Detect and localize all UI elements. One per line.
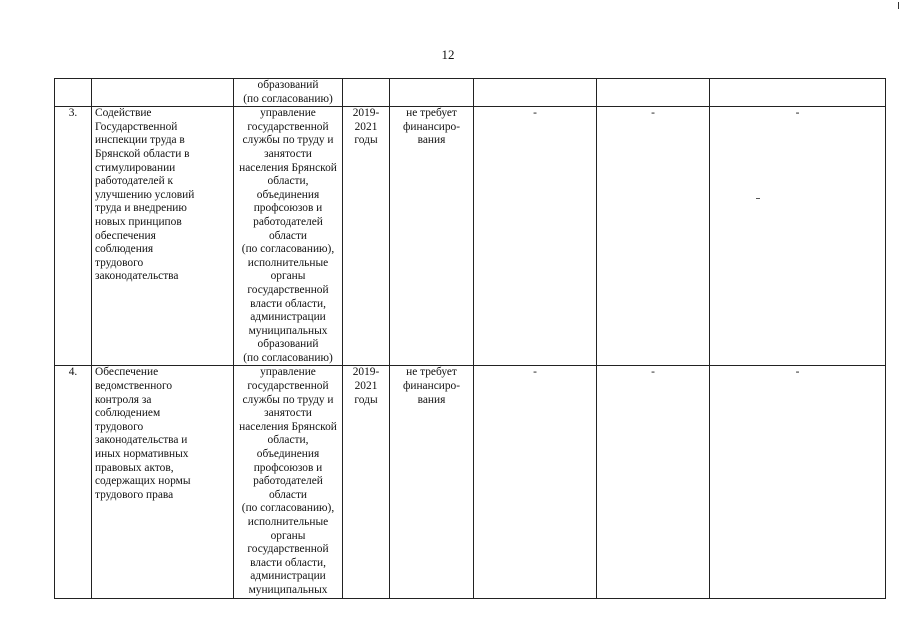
cell-financing <box>390 79 474 107</box>
text-line: улучшению условий <box>95 188 195 201</box>
text-line: новых принципов <box>95 215 182 228</box>
text-line: иных нормативных <box>95 448 189 461</box>
text-line: работодателей <box>253 475 323 488</box>
text-line: профсоюзов и <box>253 202 323 215</box>
text-line: работодателей к <box>95 175 174 188</box>
text-line: соблюдения <box>95 243 154 256</box>
text-line: содержащих нормы <box>95 475 191 488</box>
scan-edge-mark <box>898 2 899 9</box>
text-line: обеспечения <box>95 229 156 242</box>
cell-col7 <box>597 79 710 107</box>
text-line: законодательства и <box>95 434 188 447</box>
text-line: муниципальных <box>248 324 328 337</box>
text-line: вания <box>417 134 446 147</box>
text-line: профсоюзов и <box>253 461 323 474</box>
text-line: объединения <box>256 188 320 201</box>
text-line: Обеспечение <box>95 366 159 379</box>
measures-table <box>54 78 886 599</box>
text-line: органы <box>270 529 306 542</box>
text-line: трудового <box>95 256 144 269</box>
text-line: исполнительные <box>247 516 329 528</box>
cell-executor <box>234 79 343 107</box>
text-line: труда и внедрению <box>95 202 187 215</box>
text-line: (по согласованию), <box>241 502 335 515</box>
text-line: населения Брянской <box>239 161 337 174</box>
text-line: администрации <box>250 570 326 583</box>
text-line: исполнительные <box>247 256 329 269</box>
cell-col6 <box>474 79 597 107</box>
text-line: финансиро- <box>402 380 461 393</box>
text-line: занятости <box>264 147 312 160</box>
text-line: Брянской области в <box>95 147 190 160</box>
text-line: не требует <box>406 107 457 120</box>
text-line: управление <box>260 107 316 120</box>
text-line: образований <box>257 338 319 351</box>
cell-name <box>92 79 234 107</box>
cell-col7: - <box>597 366 710 598</box>
cell-col8: - <box>710 107 886 366</box>
text-line: законодательства <box>95 270 179 283</box>
text-line: администрации <box>250 311 326 324</box>
text-line: трудового права <box>95 488 174 501</box>
scan-speck <box>756 198 760 199</box>
text-line: образований <box>257 79 319 91</box>
text-line: государственной <box>247 380 329 393</box>
table-row <box>55 366 886 598</box>
text-line: 2021 <box>354 120 378 133</box>
cell-executor <box>234 366 343 598</box>
text-line: Государственной <box>95 120 178 133</box>
cell-col7: - <box>597 107 710 366</box>
table-row-continuation <box>55 79 886 107</box>
text-line: вания <box>417 393 446 406</box>
text-line: 2019- <box>352 366 380 379</box>
text-line: власти области, <box>250 297 326 310</box>
text-line: трудового <box>95 420 144 433</box>
cell-financing <box>390 107 474 366</box>
cell-financing <box>390 366 474 598</box>
page-number: 12 <box>441 47 455 62</box>
text-line: области, <box>267 434 309 447</box>
text-line: правовых актов, <box>95 461 174 474</box>
table-row <box>55 107 886 366</box>
text-line: (по согласованию), <box>241 243 335 256</box>
cell-name <box>92 107 234 366</box>
text-line: населения Брянской <box>239 420 337 433</box>
text-line: финансиро- <box>402 120 461 133</box>
cell-col8 <box>710 79 886 107</box>
text-line: муниципальных <box>248 583 328 596</box>
text-line: стимулировании <box>95 161 176 174</box>
cell-num <box>55 79 92 107</box>
text-line: инспекции труда в <box>95 134 185 147</box>
text-line: службы по труду и <box>242 134 334 147</box>
text-line: управление <box>260 366 316 379</box>
text-line: государственной <box>247 283 329 296</box>
text-line: (по согласованию) <box>243 92 333 105</box>
text-line: органы <box>270 270 306 283</box>
cell-term <box>343 107 390 366</box>
cell-col6: - <box>474 107 597 366</box>
text-line: объединения <box>256 448 320 461</box>
cell-num: 3. <box>55 107 92 366</box>
text-line: (по согласованию) <box>243 351 333 364</box>
cell-name <box>92 366 234 598</box>
text-line: области <box>268 229 308 242</box>
cell-term <box>343 366 390 598</box>
text-line: 2021 <box>354 380 378 393</box>
cell-num: 4. <box>55 366 92 598</box>
text-line: государственной <box>247 543 329 556</box>
cell-executor <box>234 107 343 366</box>
text-line: занятости <box>264 407 312 420</box>
text-line: Содействие <box>95 107 152 120</box>
text-line: службы по труду и <box>242 393 334 406</box>
text-line: не требует <box>406 366 457 379</box>
text-line: области, <box>267 175 309 188</box>
text-line: годы <box>354 393 378 406</box>
text-line: власти области, <box>250 556 326 569</box>
text-line: 2019- <box>352 107 380 120</box>
text-line: ведомственного <box>95 380 173 393</box>
cell-term <box>343 79 390 107</box>
text-line: годы <box>354 134 378 147</box>
text-line: государственной <box>247 120 329 133</box>
text-line: контроля за <box>95 393 152 406</box>
text-line: работодателей <box>253 215 323 228</box>
text-line: соблюдением <box>95 407 161 420</box>
cell-col6: - <box>474 366 597 598</box>
cell-col8: - <box>710 366 886 598</box>
text-line: области <box>268 488 308 501</box>
